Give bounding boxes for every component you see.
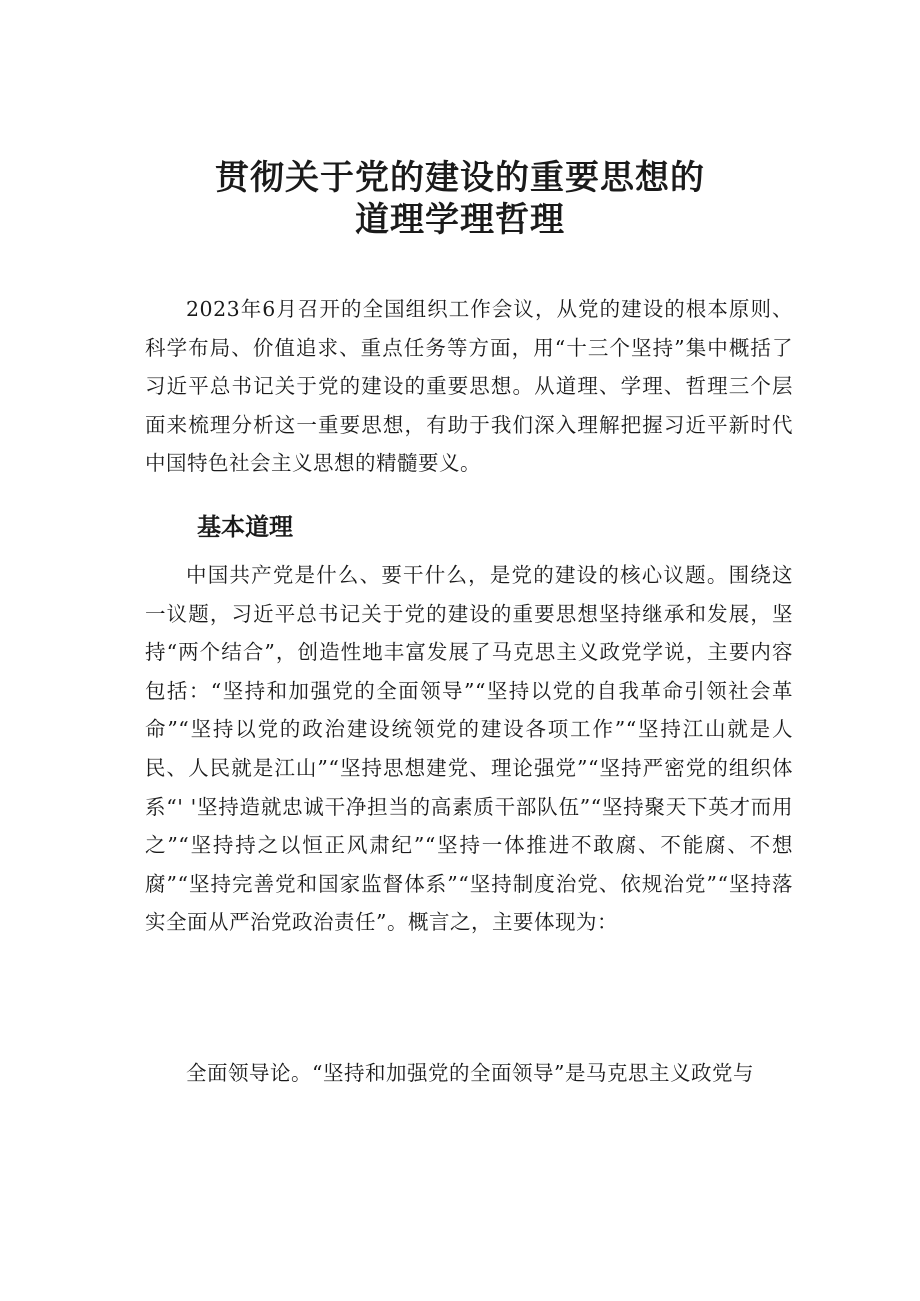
section-heading: 基本道理 (197, 513, 293, 541)
section-paragraph: 中国共产党是什么、要干什么，是党的建设的核心议题。围绕这一议题，习近平总书记关于党的建设的重要思想坚持继承和发展，坚持“两个结合”，创造性地丰富发展了马克思主义政党学说，主要内容包括：“坚持和加强党的全面领导”“坚持以党的自我革命引领社会革命”“坚持以党的政治建设统领党的建设各项工作”“坚持江山就是人民、人民就是江山”“坚持思想建党、理论强党”“坚持严密党的组织体系“' '坚持造就忠诚干净担当的高素质干部队伍”“坚持聚天下英才而用之”“坚持持之以恒正风肃纪”“坚持一体推进不敢腐、不能腐、不想腐”“坚持完善党和国家监督体系”“坚持制度治党、依规治党”“坚持落实全面从严治党政治责任”。概言之，主要体现为： (145, 563, 793, 935)
document-title-line-2: 道理学理哲理 (355, 200, 565, 240)
last-paragraph: 全面领导论。“坚持和加强党的全面领导”是马克思主义政党与 (186, 1061, 754, 1085)
document-title-line-1: 贯彻关于党的建设的重要思想的 (215, 158, 705, 198)
intro-paragraph: 2023年6月召开的全国组织工作会议，从党的建设的根本原则、科学布局、价值追求、重点任务等方面，用“十三个坚持”集中概括了习近平总书记关于党的建设的重要思想。从道理、学理、哲理三个层面来梳理分析这一重要思想，有助于我们深入理解把握习近平新时代中国特色社会主义思想的精髓要义。 (145, 297, 793, 476)
